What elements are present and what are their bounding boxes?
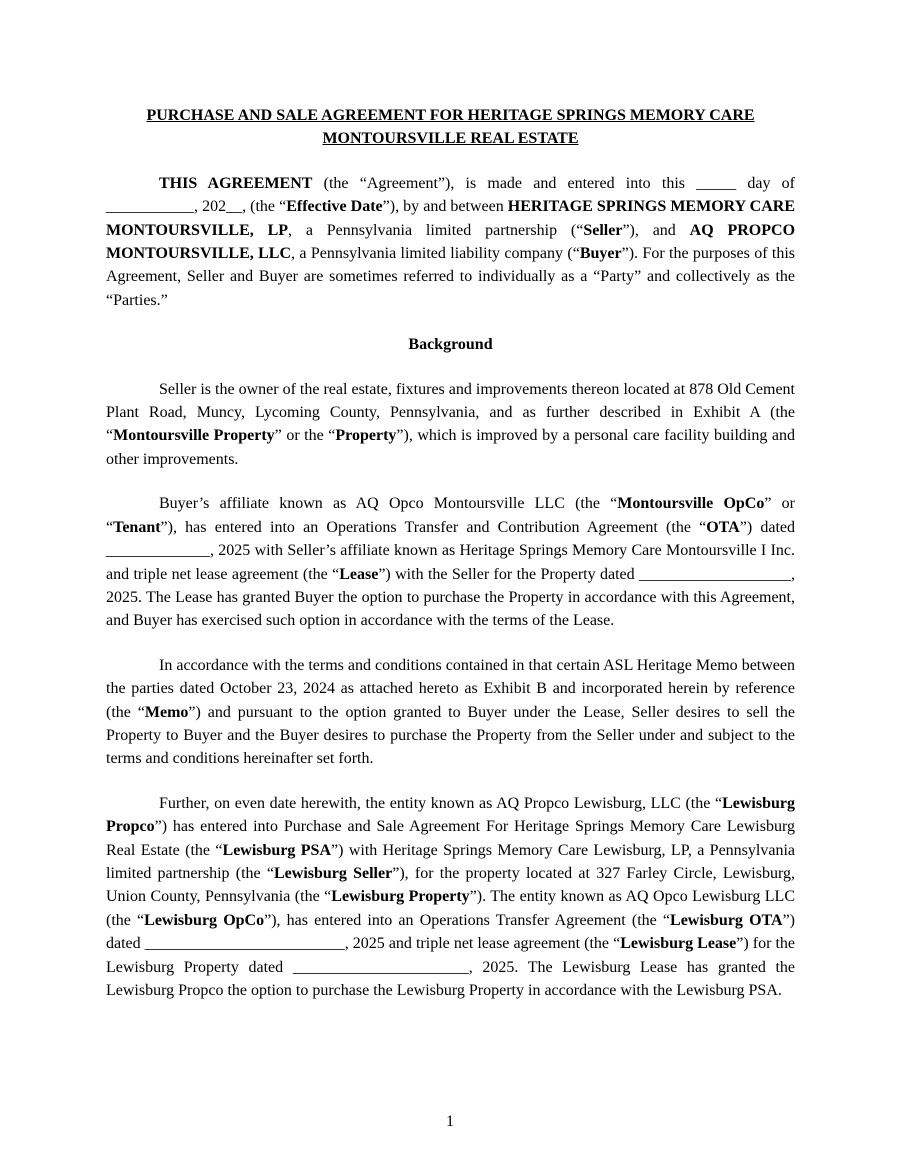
term-ota: OTA	[706, 518, 740, 536]
term-lewisburg-psa: Lewisburg PSA	[222, 841, 332, 859]
term-lewisburg-seller: Lewisburg Seller	[273, 864, 393, 882]
background-paragraph-2: Buyer’s affiliate known as AQ Opco Montoursville LLC (the “Montoursville OpCo” or “Tenant”), has entered into an Operations Transfer and Contribution Agreement (the “OTA”) dated _____________, 2025 with Seller’s affiliate known as Heritage Springs Memory Care Montoursville I Inc. and triple net lease agreement (the “Lease”) with the Seller for the Property dated ___________________, 2025. The Lease has granted Buyer the option to purchase the Property in accordance with this Agreement, and Buyer has exercised such option in accordance with the terms of the Lease.	[106, 495, 796, 630]
term-seller: Seller	[583, 221, 623, 239]
term-lewisburg-lease: Lewisburg Lease	[620, 935, 737, 953]
term-lewisburg-ota: Lewisburg OTA	[670, 911, 783, 929]
party-buyer-name: AQ PROPCO MONTOURSVILLE, LLC	[106, 221, 796, 263]
term-lewisburg-opco: Lewisburg OpCo	[144, 911, 265, 929]
background-paragraph-4: Further, on even date herewith, the entity known as AQ Propco Lewisburg, LLC (the “Lewisburg Propco”) has entered into Purchase and Sale Agreement For Heritage Springs Memory Care Lewisburg Real Estate (the “Lewisburg PSA”) with Heritage Springs Memory Care Lewisburg, LP, a Pennsylvania limited partnership (the “Lewisburg Seller”), for the property located at 327 Farley Circle, Lewisburg, Union County, Pennsylvania (the “Lewisburg Property”). The entity known as AQ Opco Lewisburg LLC (the “Lewisburg OpCo”), has entered into an Operations Transfer Agreement (the “Lewisburg OTA”) dated _________________________, 2025 and triple net lease agreement (the “Lewisburg Lease”) for the Lewisburg Property dated ______________________, 2025. The Lewisburg Lease has granted the Lewisburg Propco the option to purchase the Lewisburg Property in accordance with the Lewisburg PSA.	[106, 794, 796, 999]
term-montoursville-property: Montoursville Property	[113, 427, 275, 445]
term-lewisburg-propco: Lewisburg Propco	[106, 794, 795, 836]
term-tenant: Tenant	[113, 518, 161, 536]
term-lewisburg-property: Lewisburg Property	[331, 888, 470, 906]
document-body	[106, 104, 795, 1002]
background-paragraph-1: Seller is the owner of the real estate, fixtures and improvements thereon located at 878 Old Cement Plant Road, Muncy, Lycoming County, Pennsylvania, and as further described in Exhibit A (the “Montoursville Property” or the “Property”), which is improved by a personal care facility building and other improvements.	[106, 380, 796, 468]
term-this-agreement: THIS AGREEMENT	[159, 174, 313, 192]
term-montoursville-opco: Montoursville OpCo	[617, 495, 765, 513]
term-memo: Memo	[144, 703, 189, 721]
background-heading: Background	[408, 336, 493, 354]
document-title	[106, 104, 795, 151]
background-paragraph-3: In accordance with the terms and conditions contained in that certain ASL Heritage Memo between the parties dated October 23, 2024 as attached hereto as Exhibit B and incorporated herein by reference (the “Memo”) and pursuant to the option granted to Buyer under the Lease, Seller desires to sell the Property to Buyer and the Buyer desires to purchase the Property from the Seller under and subject to the terms and conditions hereinafter set forth.	[106, 656, 795, 768]
term-property: Property	[335, 427, 397, 445]
page-number: 1	[446, 1113, 454, 1130]
term-lease: Lease	[339, 565, 379, 583]
title-line-1: PURCHASE AND SALE AGREEMENT FOR HERITAGE SPRINGS MEMORY CARE	[146, 107, 755, 124]
term-buyer: Buyer	[579, 245, 622, 263]
intro-paragraph: THIS AGREEMENT (the “Agreement”), is made and entered into this _____ day of ___________, 202__, (the “Effective Date”), by and between HERITAGE SPRINGS MEMORY CARE MONTOURSVILLE, LP, a Pennsylvania limited partnership (“Seller”), and AQ PROPCO MONTOURSVILLE, LLC, a Pennsylvania limited liability company (“Buyer”). For the purposes of this Agreement, Seller and Buyer are sometimes referred to individually as a “Party” and collectively as the “Parties.”	[106, 174, 796, 309]
party-seller-name: HERITAGE SPRINGS MEMORY CARE MONTOURSVILLE, LP	[106, 198, 796, 239]
term-effective-date: Effective Date	[286, 198, 383, 216]
title-line-2: MONTOURSVILLE REAL ESTATE	[322, 130, 579, 148]
